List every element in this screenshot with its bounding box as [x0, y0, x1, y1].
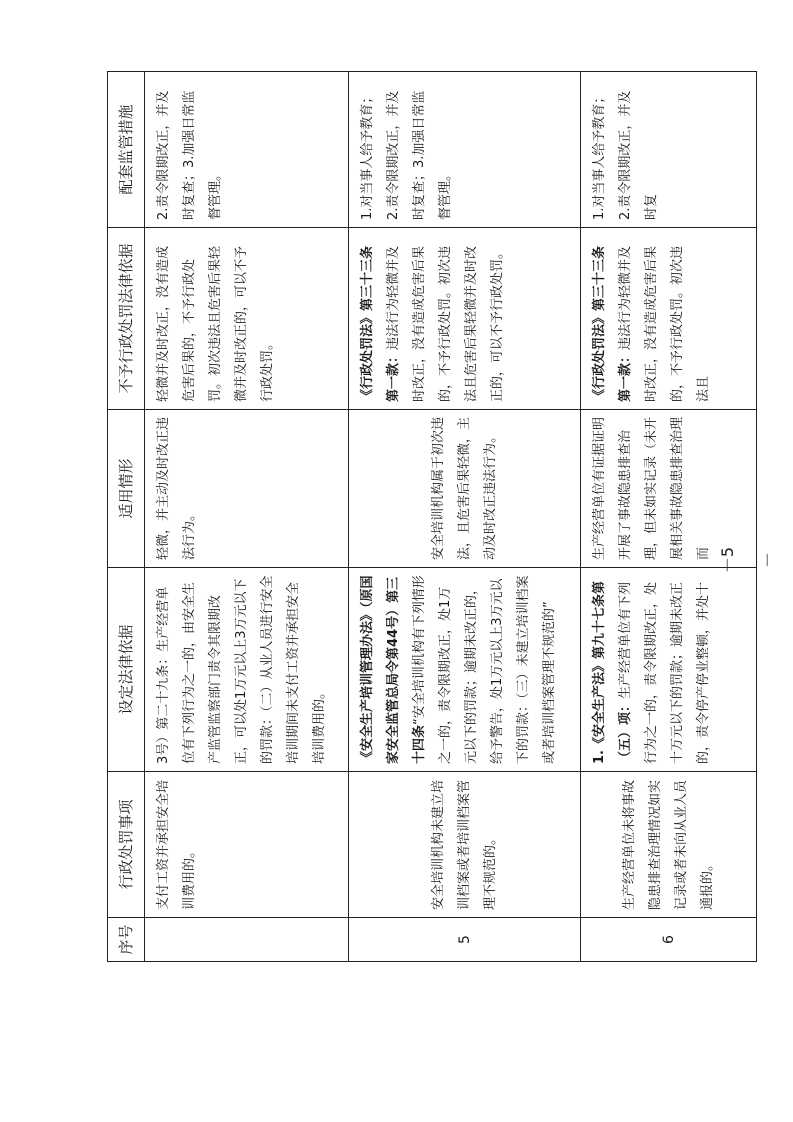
row-situation: 生产经营单位有证据证明开展了事故隐患排查治理，但未如实记录（未开展相关事故隐患排查治理而: [581, 410, 757, 568]
basis-title: 《安全生产培训管理办法》（原国家安全监管总局令第44号）第三十四条: [360, 575, 427, 764]
row-seq: [145, 918, 349, 962]
row-item: 生产经营单位未将事故隐患排查治理情况如实记录或者未向从业人员通报的。: [581, 772, 757, 918]
row-basis: 3号）第二十九条：生产经营单位有下列行为之一的，由安全生产监管监察部门责令其限期改正，可以处1万元以上3万元以下的罚款：（二）从业人员进行安全培训期间未支付工资并承担安全培训费用的。: [145, 568, 349, 772]
exempt-title: 《行政处罚法》第三十三条第一款：: [360, 245, 401, 402]
basis-text: “安全培训机构有下列情形之一的，责令限期改正，处1万元以下的罚款；逾期未改正的，给予警告，处1万元以上3万元以下的罚款：（三）未建立培训档案或者培训档案管理不规范的”: [412, 575, 557, 764]
header-measures: 配套监管措施: [108, 72, 145, 228]
row-measures: 1.对当事人给予教育；2.责令限期改正，并及时复: [581, 72, 757, 228]
basis-title: 1.《安全生产法》第九十七条第（五）项：: [592, 581, 633, 764]
exempt-text: 违法行为轻微并及时改正，没有造成危害后果的，不予行政处罚。初次违法且: [618, 245, 711, 402]
header-basis: 设定法律依据: [108, 568, 145, 772]
header-item: 行政处罚事项: [108, 772, 145, 918]
row-measures: 1.对当事人给予教育；2.责令限期改正，并及时复查；3.加强日常监督管理。: [349, 72, 581, 228]
row-seq: 6: [581, 918, 757, 962]
row-situation: 轻微，并主动及时改正违法行为。: [145, 410, 349, 568]
penalty-table: [107, 71, 777, 962]
table-row: [349, 72, 581, 962]
header-seq: 序号: [108, 918, 145, 962]
header-situation: 适用情形: [108, 410, 145, 568]
rotated-table-wrapper: [107, 72, 777, 962]
row-basis: [581, 568, 757, 772]
row-measures: 2.责令限期改正，并及时复查；3.加强日常监督管理。: [145, 72, 349, 228]
row-item: 支付工资并承担安全培训费用的。: [145, 772, 349, 918]
basis-text: 生产经营单位有下列行为之一的，责令限期改正，处十万元以下的罚款；逾期未改正的，责令停产停业整顿，并处十: [618, 581, 711, 764]
row-exempt: [349, 228, 581, 410]
page-number: －5－: [718, 546, 777, 574]
row-basis: [349, 568, 581, 772]
row-item: 安全培训机构未建立培训档案或者培训档案管理不规范的。: [349, 772, 581, 918]
exempt-title: 《行政处罚法》第三十三条第一款：: [592, 245, 633, 402]
exempt-text: 违法行为轻微并及时改正，没有造成危害后果的，不予行政处罚。初次违法且危害后果轻微并及时改正的，可以不予行政处罚。: [386, 245, 505, 402]
row-situation: 安全培训机构属于初次违法，且危害后果轻微，主动及时改正违法行为。: [349, 410, 581, 568]
row-exempt: [581, 228, 757, 410]
table-row: [581, 72, 757, 962]
row-exempt: 轻微并及时改正，没有造成危害后果的，不予行政处罚。初次违法且危害后果轻微并及时改正的，可以不予行政处罚。: [145, 228, 349, 410]
header-row: [108, 72, 145, 962]
table-row: [145, 72, 349, 962]
row-seq: 5: [349, 918, 581, 962]
header-exempt: 不予行政处罚法律依据: [108, 228, 145, 410]
